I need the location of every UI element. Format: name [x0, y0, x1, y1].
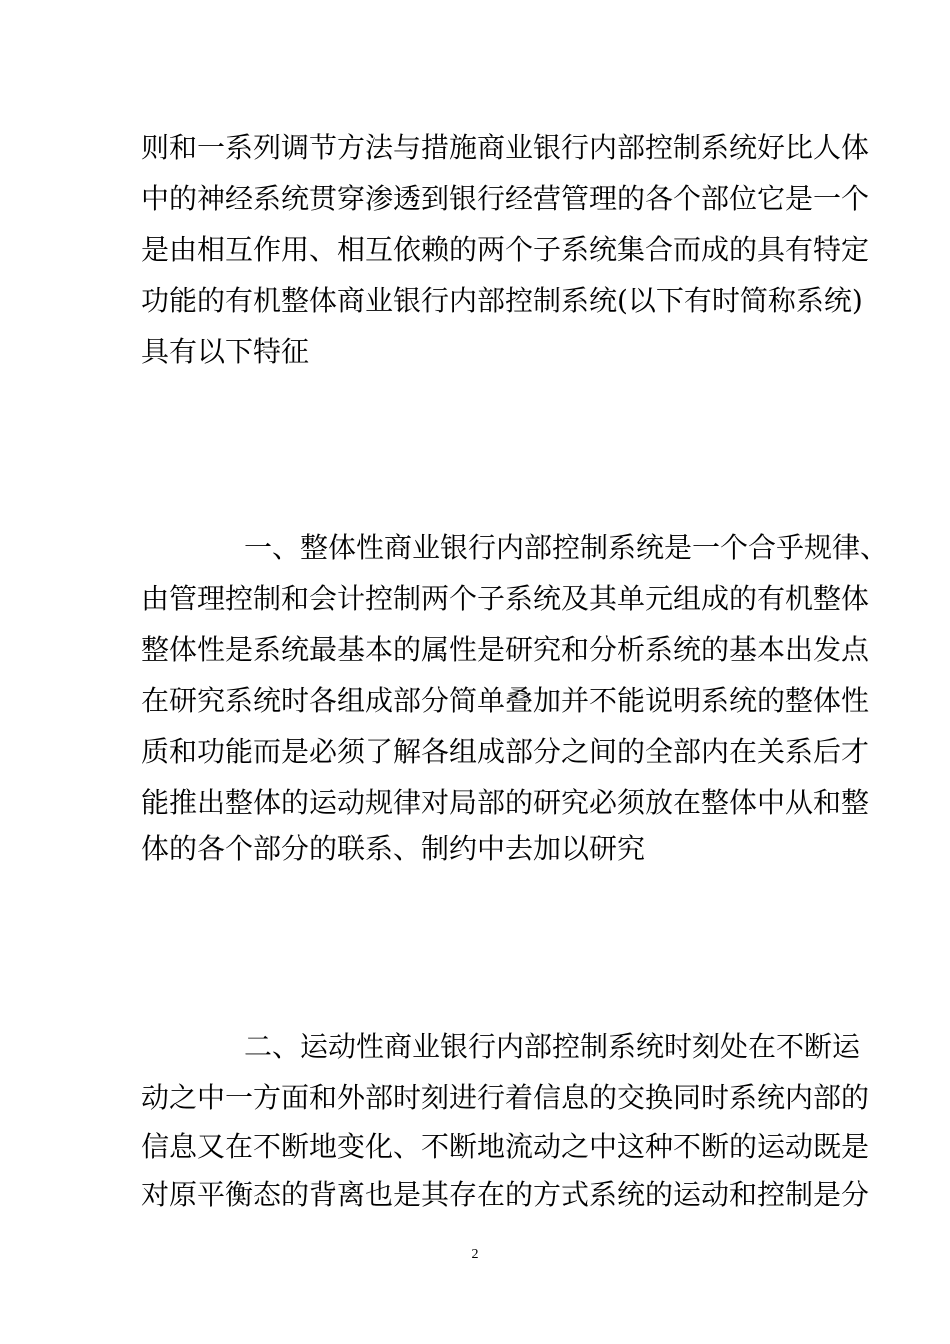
page-number: 2 [471, 1247, 479, 1262]
paragraph-2-line-6: 能推出整体的运动规律对局部的研究必须放在整体中从和整 [141, 786, 870, 819]
paragraph-2-line-7: 体的各个部分的联系、制约中去加以研究 [141, 832, 646, 865]
paragraph-1-line-1: 则和一系列调节方法与措施商业银行内部控制系统好比人体 [141, 131, 870, 164]
paragraph-2-line-1: 一、整体性商业银行内部控制系统是一个合乎规律、 [244, 531, 889, 564]
paragraph-3-line-4: 对原平衡态的背离也是其存在的方式系统的运动和控制是分 [141, 1178, 870, 1211]
paragraph-2-line-3: 整体性是系统最基本的属性是研究和分析系统的基本出发点 [141, 633, 870, 666]
paragraph-2-line-4: 在研究系统时各组成部分简单叠加并不能说明系统的整体性 [141, 684, 870, 717]
paragraph-3-line-2: 动之中一方面和外部时刻进行着信息的交换同时系统内部的 [141, 1081, 870, 1114]
paragraph-2-line-5: 质和功能而是必须了解各组成部分之间的全部内在关系后才 [141, 735, 870, 768]
paragraph-3-line-1: 二、运动性商业银行内部控制系统时刻处在不断运 [244, 1030, 861, 1063]
paragraph-1-line-3: 是由相互作用、相互依赖的两个子系统集合而成的具有特定 [141, 233, 870, 266]
paragraph-2-line-2: 由管理控制和会计控制两个子系统及其单元组成的有机整体 [141, 582, 870, 615]
paragraph-1-line-5: 具有以下特征 [141, 335, 310, 368]
paragraph-1-line-4: 功能的有机整体商业银行内部控制系统(以下有时简称系统) [141, 284, 863, 317]
paragraph-1-line-2: 中的神经系统贯穿渗透到银行经营管理的各个部位它是一个 [141, 182, 870, 215]
paragraph-3-line-3: 信息又在不断地变化、不断地流动之中这种不断的运动既是 [141, 1130, 870, 1163]
